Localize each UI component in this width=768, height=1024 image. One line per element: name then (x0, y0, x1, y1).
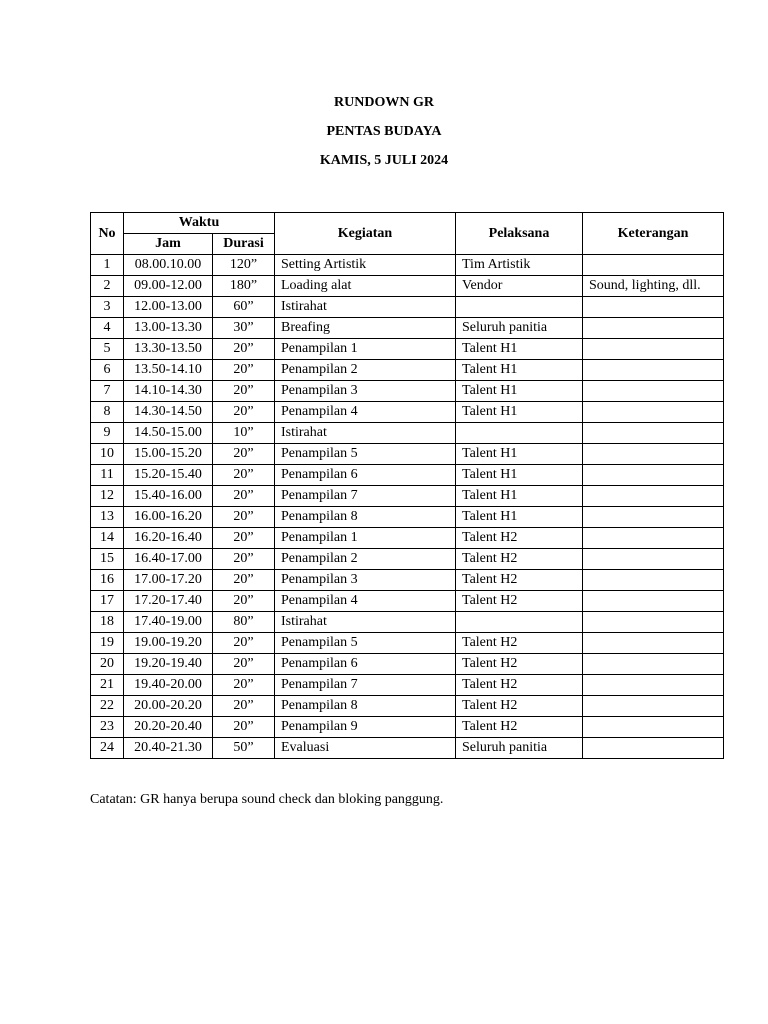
cell-no: 8 (91, 402, 124, 423)
cell-durasi: 20” (213, 717, 275, 738)
cell-kegiatan: Penampilan 6 (275, 465, 456, 486)
cell-durasi: 20” (213, 444, 275, 465)
table-row (91, 675, 724, 696)
cell-kegiatan: Penampilan 6 (275, 654, 456, 675)
cell-durasi: 20” (213, 654, 275, 675)
cell-no: 20 (91, 654, 124, 675)
cell-keterangan (583, 444, 724, 465)
cell-pelaksana: Talent H2 (456, 675, 583, 696)
cell-no: 2 (91, 276, 124, 297)
cell-no: 14 (91, 528, 124, 549)
header-durasi: Durasi (213, 234, 275, 255)
cell-jam: 13.50-14.10 (124, 360, 213, 381)
cell-jam: 12.00-13.00 (124, 297, 213, 318)
table-row (91, 465, 724, 486)
cell-jam: 17.20-17.40 (124, 591, 213, 612)
cell-pelaksana (456, 423, 583, 444)
header-jam: Jam (124, 234, 213, 255)
cell-no: 22 (91, 696, 124, 717)
table-row (91, 633, 724, 654)
cell-kegiatan: Penampilan 8 (275, 507, 456, 528)
table-row (91, 612, 724, 633)
table-row (91, 696, 724, 717)
cell-no: 7 (91, 381, 124, 402)
cell-kegiatan: Setting Artistik (275, 255, 456, 276)
table-body (91, 255, 724, 759)
cell-kegiatan: Penampilan 3 (275, 570, 456, 591)
cell-durasi: 50” (213, 738, 275, 759)
cell-durasi: 20” (213, 528, 275, 549)
cell-kegiatan: Evaluasi (275, 738, 456, 759)
header-keterangan: Keterangan (583, 213, 724, 255)
cell-keterangan: Sound, lighting, dll. (583, 276, 724, 297)
cell-kegiatan: Penampilan 1 (275, 339, 456, 360)
cell-keterangan (583, 675, 724, 696)
cell-pelaksana: Talent H1 (456, 444, 583, 465)
cell-no: 12 (91, 486, 124, 507)
table-row (91, 297, 724, 318)
cell-durasi: 20” (213, 570, 275, 591)
cell-pelaksana: Talent H2 (456, 696, 583, 717)
cell-kegiatan: Penampilan 3 (275, 381, 456, 402)
table-row (91, 717, 724, 738)
cell-no: 3 (91, 297, 124, 318)
cell-durasi: 20” (213, 696, 275, 717)
cell-jam: 17.40-19.00 (124, 612, 213, 633)
cell-kegiatan: Istirahat (275, 423, 456, 444)
cell-pelaksana: Seluruh panitia (456, 738, 583, 759)
cell-durasi: 60” (213, 297, 275, 318)
cell-keterangan (583, 717, 724, 738)
header-row (91, 213, 724, 234)
cell-jam: 16.20-16.40 (124, 528, 213, 549)
cell-no: 17 (91, 591, 124, 612)
cell-durasi: 120” (213, 255, 275, 276)
cell-keterangan (583, 360, 724, 381)
table-row (91, 549, 724, 570)
cell-pelaksana: Talent H2 (456, 633, 583, 654)
cell-kegiatan: Penampilan 5 (275, 633, 456, 654)
cell-kegiatan: Penampilan 4 (275, 402, 456, 423)
cell-jam: 15.40-16.00 (124, 486, 213, 507)
cell-no: 9 (91, 423, 124, 444)
cell-jam: 14.50-15.00 (124, 423, 213, 444)
table-row (91, 444, 724, 465)
cell-no: 1 (91, 255, 124, 276)
table-row (91, 570, 724, 591)
cell-keterangan (583, 570, 724, 591)
cell-kegiatan: Penampilan 2 (275, 360, 456, 381)
rundown-table (90, 212, 724, 759)
cell-kegiatan: Penampilan 7 (275, 675, 456, 696)
cell-pelaksana: Talent H2 (456, 717, 583, 738)
cell-keterangan (583, 507, 724, 528)
cell-durasi: 20” (213, 339, 275, 360)
cell-jam: 20.00-20.20 (124, 696, 213, 717)
table-row (91, 423, 724, 444)
cell-pelaksana: Seluruh panitia (456, 318, 583, 339)
cell-no: 19 (91, 633, 124, 654)
cell-no: 11 (91, 465, 124, 486)
cell-keterangan (583, 381, 724, 402)
cell-pelaksana: Talent H1 (456, 360, 583, 381)
cell-durasi: 20” (213, 402, 275, 423)
cell-pelaksana: Talent H2 (456, 654, 583, 675)
cell-kegiatan: Istirahat (275, 297, 456, 318)
cell-kegiatan: Penampilan 2 (275, 549, 456, 570)
cell-keterangan (583, 738, 724, 759)
cell-jam: 13.00-13.30 (124, 318, 213, 339)
cell-durasi: 20” (213, 381, 275, 402)
cell-keterangan (583, 549, 724, 570)
cell-kegiatan: Penampilan 8 (275, 696, 456, 717)
table-row (91, 402, 724, 423)
cell-durasi: 10” (213, 423, 275, 444)
cell-kegiatan: Penampilan 1 (275, 528, 456, 549)
doc-title: RUNDOWN GR (334, 95, 434, 110)
cell-pelaksana: Talent H2 (456, 570, 583, 591)
cell-jam: 19.00-19.20 (124, 633, 213, 654)
cell-keterangan (583, 255, 724, 276)
cell-keterangan (583, 696, 724, 717)
table-row (91, 339, 724, 360)
cell-keterangan (583, 633, 724, 654)
cell-keterangan (583, 654, 724, 675)
cell-no: 13 (91, 507, 124, 528)
cell-jam: 16.00-16.20 (124, 507, 213, 528)
cell-durasi: 180” (213, 276, 275, 297)
cell-pelaksana: Talent H1 (456, 339, 583, 360)
cell-keterangan (583, 423, 724, 444)
cell-no: 5 (91, 339, 124, 360)
cell-keterangan (583, 591, 724, 612)
header-kegiatan: Kegiatan (275, 213, 456, 255)
table-row (91, 591, 724, 612)
cell-pelaksana: Talent H1 (456, 486, 583, 507)
cell-pelaksana: Talent H1 (456, 402, 583, 423)
cell-durasi: 20” (213, 486, 275, 507)
cell-pelaksana: Talent H1 (456, 507, 583, 528)
cell-keterangan (583, 318, 724, 339)
cell-jam: 14.30-14.50 (124, 402, 213, 423)
cell-no: 18 (91, 612, 124, 633)
cell-durasi: 20” (213, 465, 275, 486)
cell-durasi: 20” (213, 633, 275, 654)
cell-no: 10 (91, 444, 124, 465)
footnote: Catatan: GR hanya berupa sound check dan bloking panggung. (90, 792, 444, 807)
cell-no: 16 (91, 570, 124, 591)
cell-jam: 20.20-20.40 (124, 717, 213, 738)
table-row (91, 381, 724, 402)
table-row (91, 360, 724, 381)
cell-durasi: 20” (213, 675, 275, 696)
cell-kegiatan: Breafing (275, 318, 456, 339)
event-date: KAMIS, 5 JULI 2024 (319, 153, 449, 168)
cell-keterangan (583, 402, 724, 423)
cell-durasi: 20” (213, 507, 275, 528)
cell-durasi: 20” (213, 591, 275, 612)
cell-durasi: 80” (213, 612, 275, 633)
cell-jam: 15.20-15.40 (124, 465, 213, 486)
cell-jam: 20.40-21.30 (124, 738, 213, 759)
cell-kegiatan: Penampilan 7 (275, 486, 456, 507)
header-no: No (91, 213, 124, 255)
cell-keterangan (583, 465, 724, 486)
cell-keterangan (583, 612, 724, 633)
cell-no: 15 (91, 549, 124, 570)
cell-jam: 17.00-17.20 (124, 570, 213, 591)
cell-no: 21 (91, 675, 124, 696)
cell-kegiatan: Istirahat (275, 612, 456, 633)
table-row (91, 507, 724, 528)
cell-pelaksana: Talent H2 (456, 549, 583, 570)
cell-keterangan (583, 339, 724, 360)
header-pelaksana: Pelaksana (456, 213, 583, 255)
table-row (91, 318, 724, 339)
cell-kegiatan: Penampilan 5 (275, 444, 456, 465)
cell-jam: 14.10-14.30 (124, 381, 213, 402)
table-header (91, 213, 724, 255)
table-row (91, 486, 724, 507)
cell-no: 6 (91, 360, 124, 381)
cell-jam: 08.00.10.00 (124, 255, 213, 276)
table-row (91, 255, 724, 276)
table-row (91, 738, 724, 759)
cell-pelaksana (456, 612, 583, 633)
cell-jam: 19.20-19.40 (124, 654, 213, 675)
table-row (91, 654, 724, 675)
cell-durasi: 30” (213, 318, 275, 339)
cell-pelaksana: Talent H2 (456, 528, 583, 549)
cell-jam: 15.00-15.20 (124, 444, 213, 465)
header-waktu: Waktu (124, 213, 275, 234)
document-header (0, 92, 768, 179)
cell-durasi: 20” (213, 360, 275, 381)
cell-pelaksana (456, 297, 583, 318)
cell-kegiatan: Loading alat (275, 276, 456, 297)
cell-jam: 16.40-17.00 (124, 549, 213, 570)
cell-kegiatan: Penampilan 9 (275, 717, 456, 738)
cell-pelaksana: Talent H1 (456, 465, 583, 486)
cell-durasi: 20” (213, 549, 275, 570)
cell-no: 24 (91, 738, 124, 759)
table-row (91, 528, 724, 549)
cell-pelaksana: Vendor (456, 276, 583, 297)
cell-no: 23 (91, 717, 124, 738)
cell-pelaksana: Talent H1 (456, 381, 583, 402)
event-name: PENTAS BUDAYA (326, 124, 442, 139)
table-row (91, 276, 724, 297)
cell-keterangan (583, 528, 724, 549)
cell-pelaksana: Talent H2 (456, 591, 583, 612)
cell-jam: 19.40-20.00 (124, 675, 213, 696)
cell-no: 4 (91, 318, 124, 339)
cell-keterangan (583, 486, 724, 507)
cell-jam: 09.00-12.00 (124, 276, 213, 297)
cell-kegiatan: Penampilan 4 (275, 591, 456, 612)
cell-keterangan (583, 297, 724, 318)
cell-jam: 13.30-13.50 (124, 339, 213, 360)
cell-pelaksana: Tim Artistik (456, 255, 583, 276)
